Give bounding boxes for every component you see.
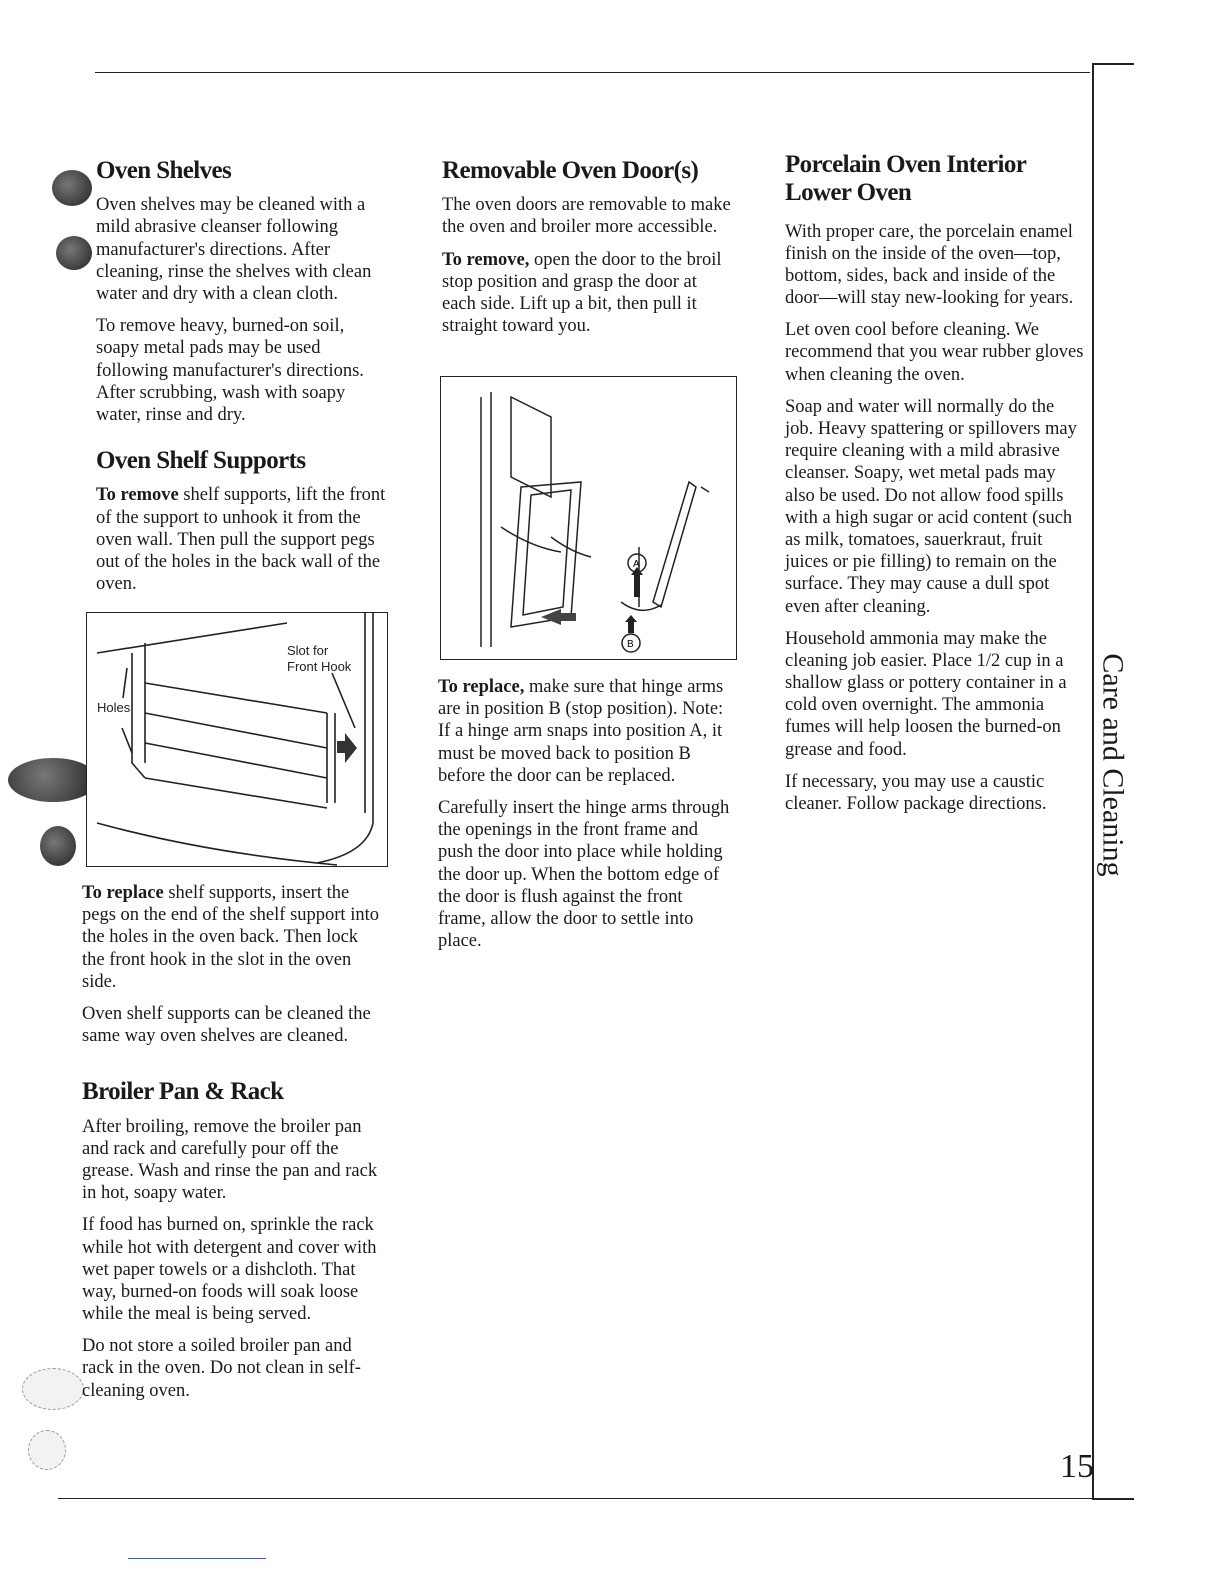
porcelain-subheading: Lower Oven <box>785 179 912 207</box>
bottom-rule <box>58 1498 1118 1499</box>
shelf-supports-text-2 <box>82 882 382 993</box>
broiler-text-2: If food has burned on, sprinkle the rack while hot with detergent and cover with wet paper towels or a dishcloth. That way, burned-on foods will soak loose while the meal is being served. <box>82 1215 377 1325</box>
oven-door-text-4: Carefully insert the hinge arms through the openings in the front frame and push the door into place while holding the door up. When the bottom edge of the door is flush against the front frame, allow the door to settle into place. <box>438 797 730 952</box>
front-hook-label: Front Hook <box>287 659 352 674</box>
column-left-lower <box>82 882 382 1412</box>
top-rule <box>95 72 1090 73</box>
page-number: 15 <box>1060 1448 1094 1485</box>
slot-for-label: Slot for <box>287 643 329 658</box>
body-text: shelf supports, insert the pegs on the end of the shelf support into the holes in the oven back. Then lock the front hook in the slot in the oven side. <box>82 883 379 992</box>
column-middle-lower <box>438 676 734 962</box>
column-right <box>785 152 1085 825</box>
porcelain-text-4: Household ammonia may make the cleaning job easier. Place 1/2 cup in a shallow glass or pottery container in a cold oven overnight. The ammonia fumes will help loosen the burned-on grease and food. <box>785 628 1067 760</box>
oven-door-text-2 <box>442 249 732 338</box>
section-tab <box>1092 620 1134 910</box>
punch-hole-icon <box>22 1368 84 1410</box>
holes-label: Holes <box>97 700 131 715</box>
broiler-text-1: After broiling, remove the broiler pan and rack and carefully pour off the grease. Wash and rinse the pan and rack in hot, soapy water. <box>82 1116 378 1204</box>
shelf-supports-text-1 <box>96 484 391 595</box>
broiler-text-3: Do not store a soiled broiler pan and rack in the oven. Do not clean in self-cleaning oven. <box>82 1336 361 1401</box>
lead-text: To replace <box>82 883 164 903</box>
position-b-label: B <box>627 639 634 650</box>
porcelain-text-2: Let oven cool before cleaning. We recommend that you wear rubber gloves when cleaning the oven. <box>785 320 1084 385</box>
punch-hole-icon <box>40 826 76 866</box>
porcelain-text-5: If necessary, you may use a caustic cleaner. Follow package directions. <box>785 771 1047 814</box>
body-text: open the door to the broil stop position and grasp the door at each side. Lift up a bit, then pull it straight toward you. <box>442 249 722 337</box>
broiler-heading: Broiler Pan & Rack <box>82 1078 284 1106</box>
body-text: make sure that hinge arms are in position B (stop position). Note: If a hinge arm snaps into position A, it must be moved back to position B before the door can be replaced. <box>438 677 724 786</box>
punch-hole-icon <box>52 170 92 206</box>
porcelain-heading: Porcelain Oven Interior <box>785 151 1027 178</box>
punch-hole-icon <box>28 1430 66 1470</box>
shelf-supports-heading: Oven Shelf Supports <box>96 447 306 475</box>
lead-text: To remove, <box>442 249 530 270</box>
oven-door-figure <box>440 376 737 660</box>
position-a-label: A <box>633 559 640 570</box>
oven-shelves-text-1: Oven shelves may be cleaned with a mild abrasive cleanser following manufacturer's directions. After cleaning, rinse the shelves with clean water and dry with a clean cloth. <box>96 195 372 304</box>
lead-text: To replace, <box>438 677 525 697</box>
body-text: shelf supports, lift the front of the support to unhook it from the oven wall. Then pull the support pegs out of the holes in the back wall of the oven. <box>96 485 386 595</box>
oven-door-text-1: The oven doors are removable to make the oven and broiler more accessible. <box>442 195 731 238</box>
oven-shelves-text-2: To remove heavy, burned-on soil, soapy metal pads may be used following manufacturer's directions. After scrubbing, wash with soapy water, rinse and dry. <box>96 316 364 425</box>
oven-door-diagram-icon <box>441 377 736 659</box>
lead-text: To remove <box>96 485 179 506</box>
oven-door-heading: Removable Oven Door(s) <box>442 157 699 184</box>
porcelain-text-3: Soap and water will normally do the job. Heavy spattering or spillovers may require cleaning with a mild abrasive cleanser. Soapy, wet metal pads may also be used. Do not allow food spills with a high sugar or acid content (such as milk, tomatoes, sauerkraut, fruit juices or pie filling) to remain on the surface. They may cause a dull spot even after cleaning. <box>785 396 1077 617</box>
punch-hole-icon <box>56 236 92 270</box>
section-tab-label: Care and Cleaning <box>1097 653 1131 877</box>
footer-link-rule <box>128 1558 266 1559</box>
column-middle <box>442 158 732 347</box>
porcelain-text-1: With proper care, the porcelain enamel finish on the inside of the oven—top, bottom, sides, back and inside of the door—will stay new-looking for years. <box>785 221 1074 309</box>
shelf-support-diagram-icon <box>87 613 387 866</box>
punch-hole-icon <box>8 758 98 802</box>
oven-door-text-3 <box>438 676 734 787</box>
column-left <box>96 158 391 605</box>
shelf-supports-text-3: Oven shelf supports can be cleaned the same way oven shelves are cleaned. <box>82 1003 371 1047</box>
shelf-support-figure <box>86 612 388 867</box>
oven-shelves-heading: Oven Shelves <box>96 157 232 184</box>
